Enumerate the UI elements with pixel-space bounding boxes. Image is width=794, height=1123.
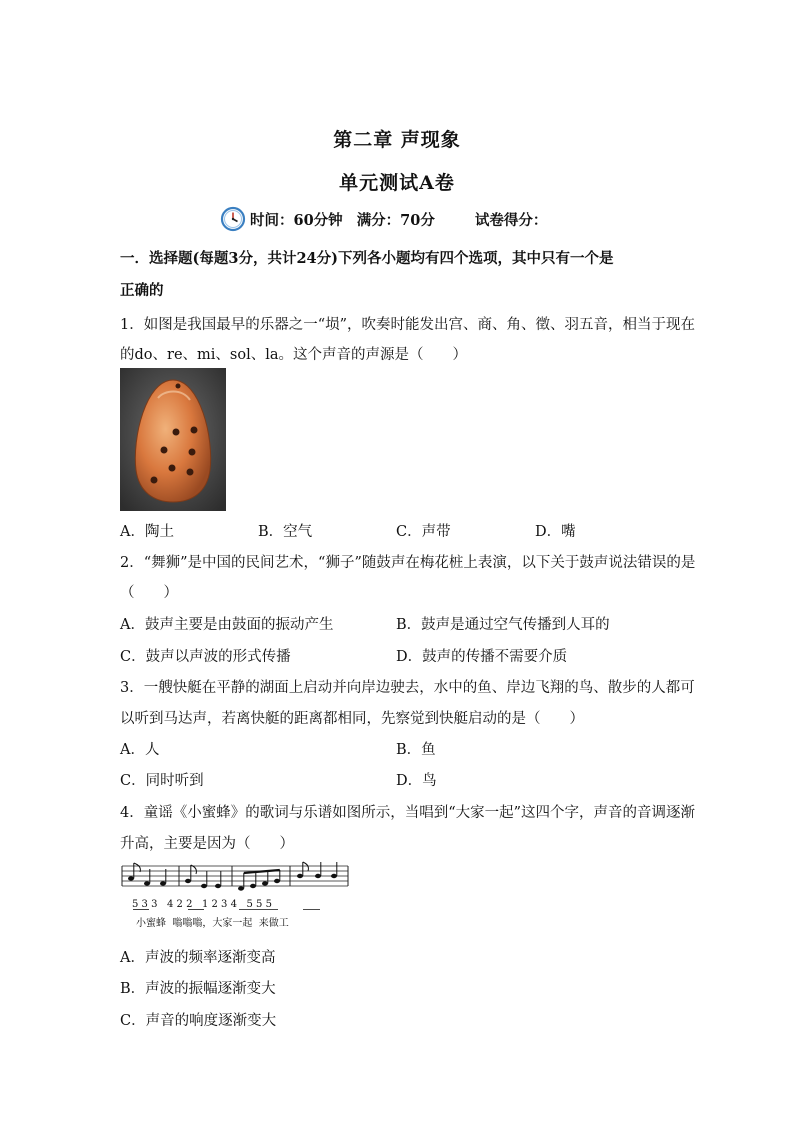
music-score-image — [120, 860, 350, 932]
q2-stem-line2: （ ） — [120, 585, 178, 601]
q2-option-d: D．鼓声的传播不需要介质 — [396, 649, 568, 665]
q4-option-c: C．声音的响度逐渐变大 — [120, 1013, 277, 1029]
test-subtitle: 单元测试A卷 — [339, 172, 455, 194]
q2-option-c: C．鼓声以声波的形式传播 — [120, 649, 291, 665]
exam-time: 时间：60分钟 — [250, 211, 343, 229]
q1-option-c: C．声带 — [396, 524, 451, 540]
section-heading-line1: 一．选择题(每题3分，共计24分)下列各小题均有四个选项，其中只有一个是 — [120, 250, 614, 267]
q4-option-b: B．声波的振幅逐渐变大 — [120, 981, 276, 997]
q2-stem-line1: 2．“舞狮”是中国的民间艺术，“狮子”随鼓声在梅花桩上表演，以下关于鼓声说法错误的是 — [120, 555, 696, 571]
xun-instrument-image — [120, 368, 226, 511]
q4-stem-line1: 4．童谣《小蜜蜂》的歌词与乐谱如图所示，当唱到“大家一起”这四个字，声音的音调逐渐 — [120, 805, 696, 821]
exam-full-score: 满分：70分 — [356, 211, 435, 229]
q2-option-b: B．鼓声是通过空气传播到人耳的 — [396, 617, 610, 633]
q1-option-b: B．空气 — [258, 524, 313, 540]
score-notation: 5 3 3 4 2 2 1 2 3 4 5 5 5 — [132, 899, 272, 910]
score-lyrics: 小蜜蜂 嗡嗡嗡，大家一起 来做工 — [136, 918, 289, 929]
q3-option-c: C．同时听到 — [120, 773, 204, 789]
exam-info — [220, 206, 561, 232]
q1-stem-line1: 1．如图是我国最早的乐器之一“埙”，吹奏时能发出宫、商、角、徵、羽五音，相当于现在 — [120, 317, 696, 333]
q3-stem-line1: 3．一艘快艇在平静的湖面上启动并向岸边驶去，水中的鱼、岸边飞翔的鸟、散步的人都可 — [120, 680, 695, 696]
q1-option-a: A．陶土 — [120, 524, 174, 540]
clock-icon — [220, 206, 246, 232]
q3-stem-line2: 以听到马达声，若离快艇的距离都相同，先察觉到快艇启动的是（ ） — [120, 711, 584, 727]
section-heading-line2: 正确的 — [120, 282, 164, 299]
q3-option-a: A．人 — [120, 742, 160, 758]
q3-option-d: D．鸟 — [396, 773, 437, 789]
q1-option-d: D．嘴 — [535, 524, 576, 540]
q4-stem-line2: 升高，主要是因为（ ） — [120, 836, 294, 852]
exam-score-field: 试卷得分： — [474, 211, 548, 229]
q2-option-a: A．鼓声主要是由鼓面的振动产生 — [120, 617, 334, 633]
q3-option-b: B．鱼 — [396, 742, 436, 758]
chapter-title: 第二章 声现象 — [333, 129, 461, 151]
q4-option-a: A．声波的频率逐渐变高 — [120, 950, 276, 966]
q1-stem-line2: 的do、re、mi、sol、la。这个声音的声源是（ ） — [120, 347, 468, 363]
